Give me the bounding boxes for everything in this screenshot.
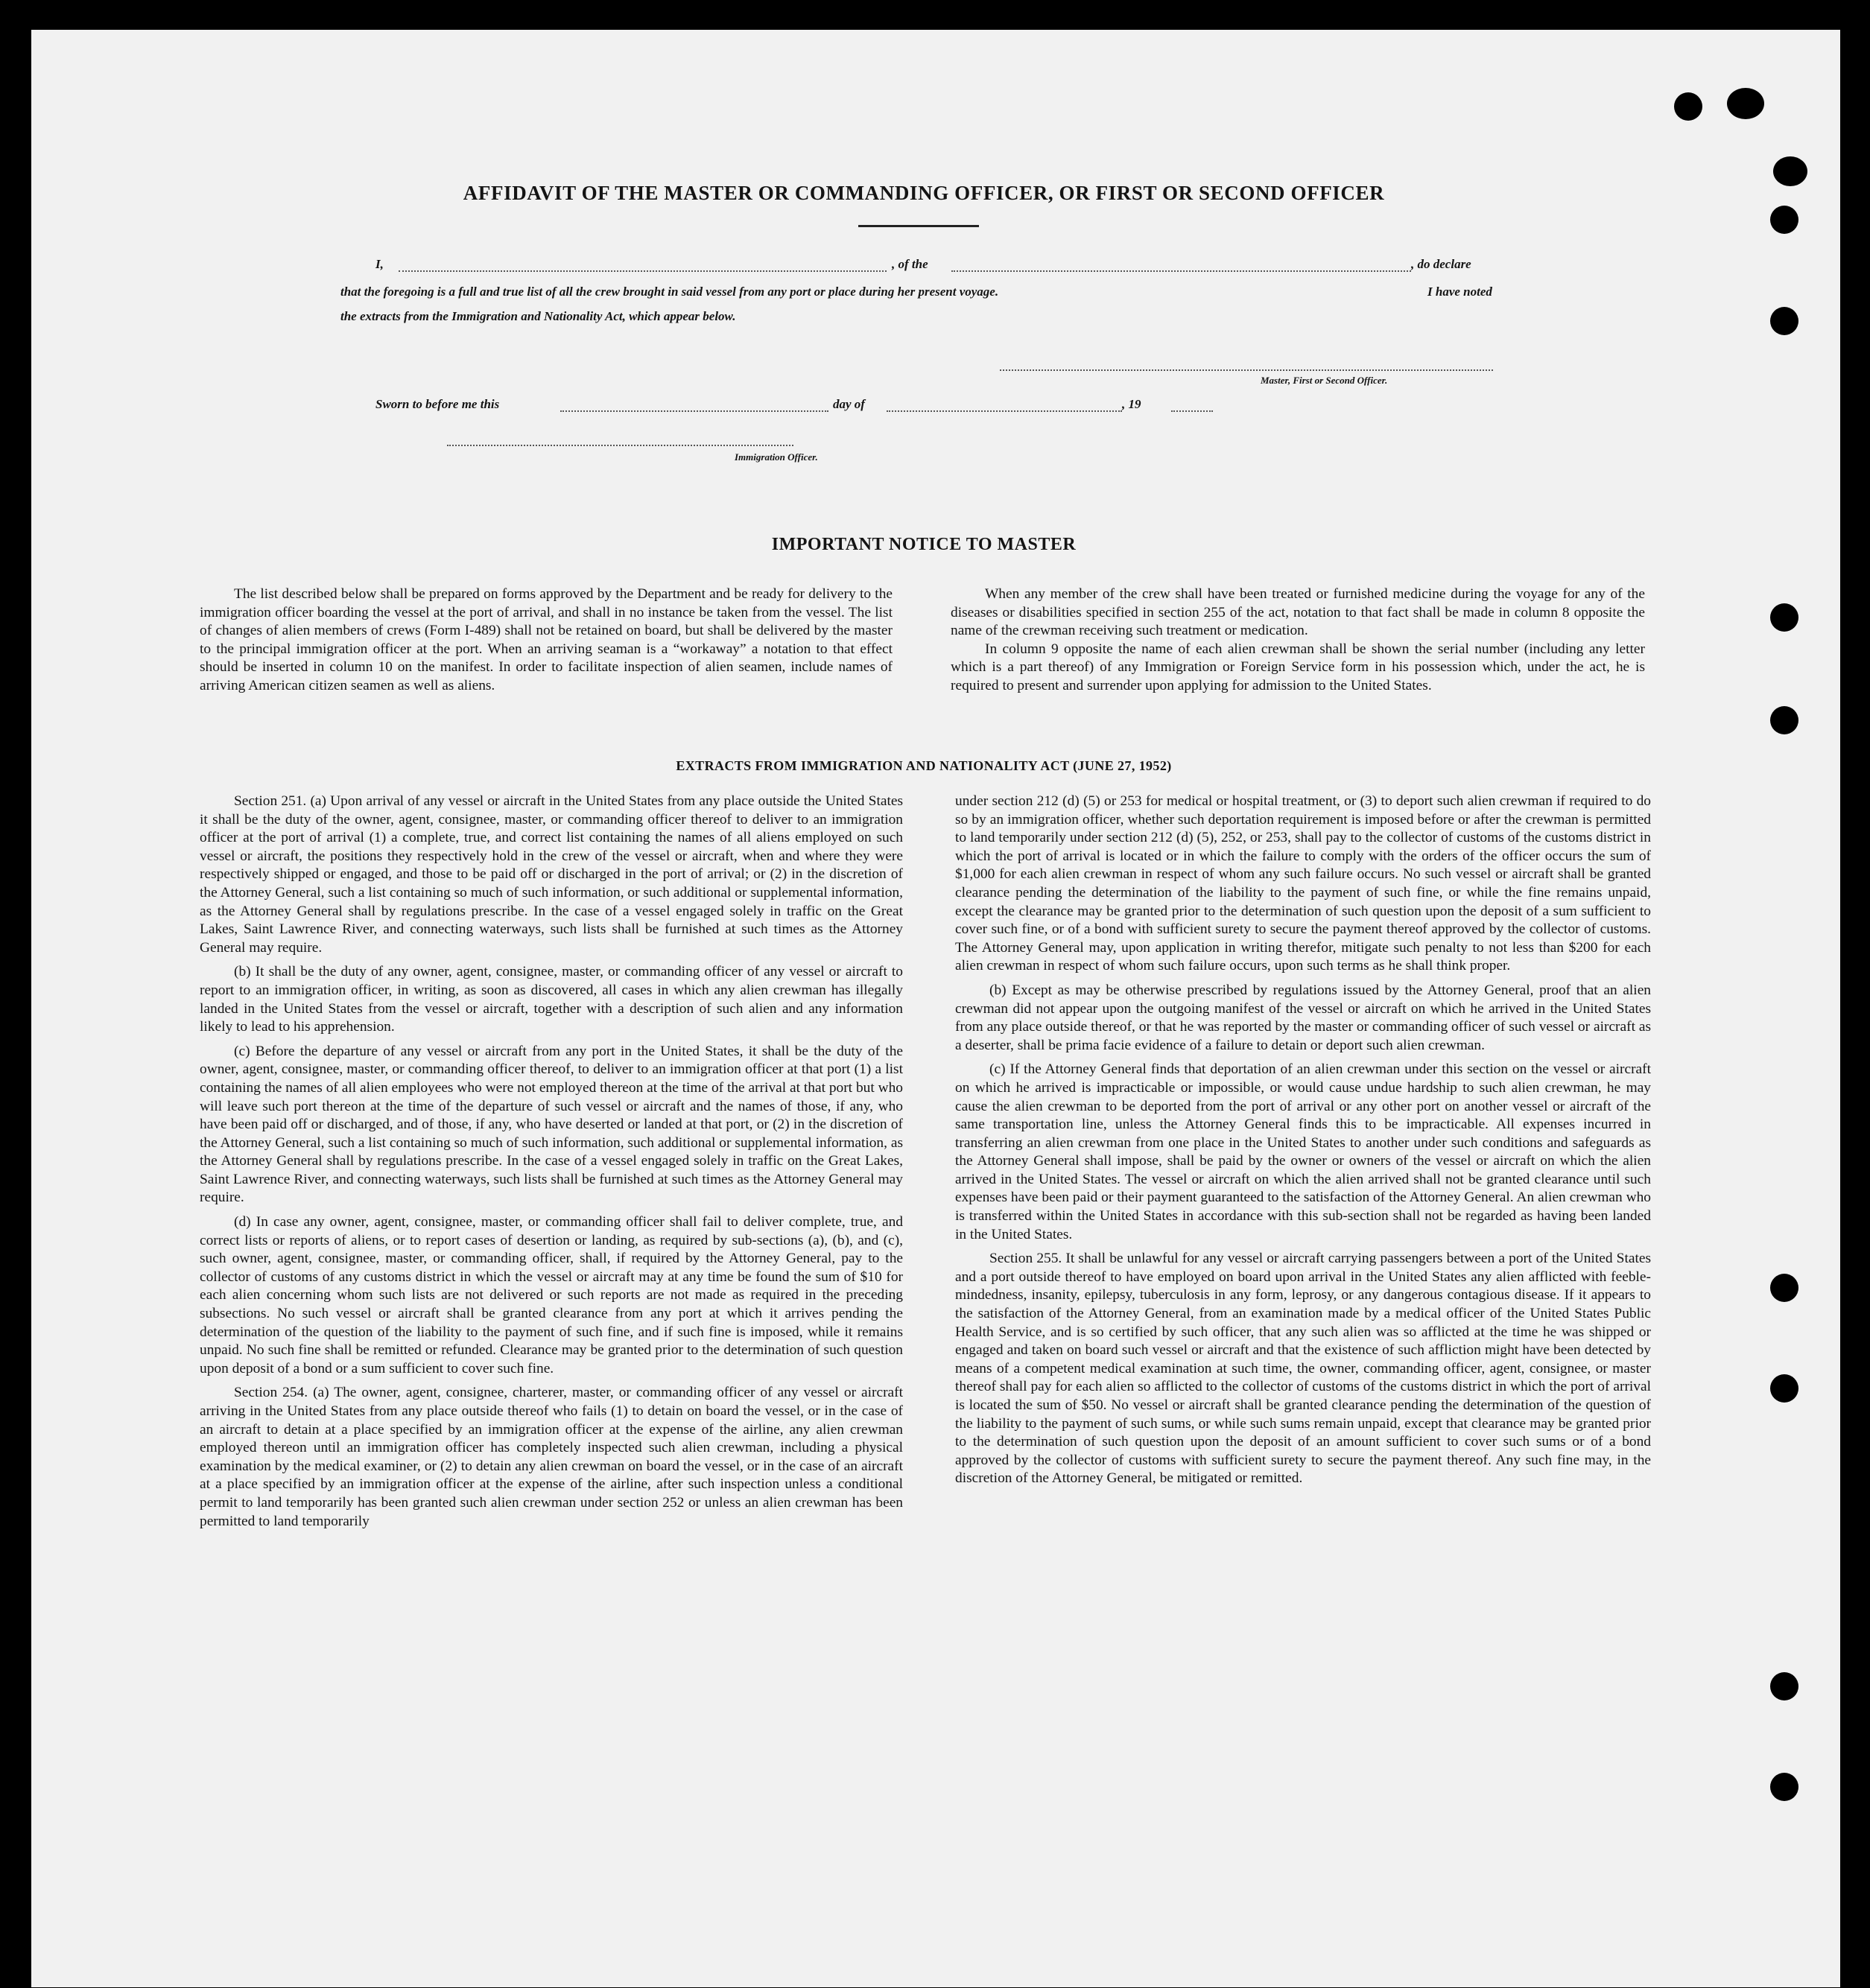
section-254-a-continued: under section 212 (d) (5) or 253 for medical or hospital treatment, or (3) to deport such alien crewman if required to do so by an immigration officer, whether such deportation requirement is imposed before or after the crewman is permitted to land temporarily under section 212 (d) (5), 252, or 253, shall pay to the collector of customs of the customs district in which the port of arrival is located or in which the failure to comply with the orders of the officer occurs the sum of $1,000 for each alien crewman in respect of whom any such failure occurs. No such vessel or aircraft shall be granted clearance pending the determination of the liability to the payment of such fine, or while the fine remains unpaid, except the clearance may be granted prior to the determination of such question upon the deposit of a sum sufficient to cover such fine, or of a bond with sufficient surety to secure the payment thereof approved by the collector of customs. The Attorney General may, upon application in writing therefor, mitigate such penalty to not less than $200 for each alien crewman in respect of whom such failure occurs, upon such terms as he shall think proper. bbox=[955, 793, 1651, 974]
notice-title: IMPORTANT NOTICE TO MASTER bbox=[771, 535, 1077, 554]
section-251-c: (c) Before the departure of any vessel or aircraft from any port in the United States, it shall be the duty of the owner, agent, consignee, master, or commanding officer thereof, to deliver to an immigration officer at that port (1) a list containing the names of all alien employees who were not employed thereon at the time of the arrival at that port but who will leave such port thereon at the time of the departure of such vessel or aircraft and the names of those, if any, who have been paid off or discharged, and of those, if any, who have deserted or landed at that port, or (2) in the discretion of the Attorney General, such a list containing so much of such information, such additional or supplemental information, as the Attorney General shall by regulations prescribe. In the case of a vessel engaged solely in traffic on the Great Lakes, Saint Lawrence River, and connecting waterways, such lists shall be furnished at such times as the Attorney General may require. bbox=[200, 1043, 903, 1206]
sworn-day-line bbox=[560, 410, 828, 412]
sworn-month-line bbox=[887, 410, 1122, 412]
notice-right-paragraph-1: When any member of the crew shall have been treated or furnished medicine during the voyage for any of the diseases or disabilities specified in section 255 of the act, notation to that fact shall be made in column 8 opposite the name of the crewman receiving such treatment or medication. bbox=[951, 586, 1645, 639]
title-divider bbox=[858, 225, 979, 227]
notice-left-paragraph: The list described below shall be prepared on forms approved by the Department and be ready for delivery to the immigration officer boarding the vessel at the port of arrival, and shall in no instance be taken from the vessel. The list of changes of alien members of crews (Form I-489) shall not be retained on board, but shall be delivered by the master to the principal immigration officer at the port. When an arriving seaman is a “workaway” a notation to that effect should be inserted in column 10 on the manifest. In order to facilitate inspection of alien seamen, include names of arriving American citizen seamen as well as aliens. bbox=[200, 586, 893, 693]
notice-left-column bbox=[200, 585, 893, 702]
immigration-officer-label: Immigration Officer. bbox=[735, 451, 818, 463]
extracts-right-column bbox=[955, 793, 1651, 1494]
name-line bbox=[399, 270, 887, 272]
section-254-b: (b) Except as may be otherwise prescribed by regulations issued by the Attorney General, proof that an alien crewman did not appear upon the outgoing manifest of the vessel or aircraft on which he arrived in the United States from any place outside thereof, or that he was reported by the master or commanding officer of such vessel or aircraft as a deserter, shall be prima facie evidence of a failure to detain or deport such alien crewman. bbox=[955, 982, 1651, 1053]
section-254-a: Section 254. (a) The owner, agent, consignee, charterer, master, or commanding officer of any vessel or aircraft arriving in the United States from any place outside thereof who fails (1) to detain on board the vessel, or in the case of an aircraft to detain at a place specified by an immigration officer at the expense of the airline, any alien crewman employed thereon until an immigration officer has completely inspected such alien crewman, including a physical examination by the medical examiner, or (2) to detain any alien crewman on board the vessel, or in the case of an aircraft at a place specified by an immigration officer at the expense of the airline, after such inspection unless a conditional permit to land temporarily has been granted such alien crewman under section 252 or unless an alien crewman has been permitted to land temporarily bbox=[200, 1385, 903, 1529]
notice-right-column bbox=[951, 585, 1645, 702]
section-251-a: Section 251. (a) Upon arrival of any vessel or aircraft in the United States from any place outside the United States it shall be the duty of the owner, agent, consignee, master, or commanding officer thereof to deliver to an immigration officer at the port of arrival (1) a complete, true, and correct list containing the names of all aliens employed on such vessel or aircraft, the positions they respectively hold in the crew of the vessel or aircraft, when and where they were respectively shipped or engaged, and those to be paid off or discharged in the port of arrival; or (2) in the discretion of the Attorney General, such a list containing so much of such information, or such additional or supplemental information, as the Attorney General shall by regulations prescribe. In the case of a vessel engaged solely in traffic on the Great Lakes, Saint Lawrence River, and connecting waterways, such lists shall be furnished at such times as the Attorney General may require. bbox=[200, 793, 903, 956]
officer-signature-line bbox=[447, 445, 793, 446]
section-255: Section 255. It shall be unlawful for any vessel or aircraft carrying passengers between a port of the United States and a port outside thereof to have employed on board upon arrival in the United States any alien afflicted with feeble-mindedness, insanity, epilepsy, tuberculosis in any form, leprosy, or any dangerous contagious disease. If it appears to the satisfaction of the Attorney General, from an examination made by a medical officer of the United States Public Health Service, and is so certified by such officer, that any such alien was so afflicted at the time he was shipped or engaged and taken on board such vessel or aircraft and that the existence of such affliction might have been detected by means of a competent medical examination at such time, the owner, commanding officer, agent, consignee, or master thereof shall pay for each alien so afflicted to the collector of customs of the customs district in which the port of arrival is located the sum of $50. No vessel or aircraft shall be granted clearance pending the determination of the question of the liability to the payment of such sums, or while such sums remain unpaid, except that clearance may be granted prior to the determination of such question upon the deposit of an amount sufficient to cover such sums or of a bond approved by the collector of customs with sufficient surety to secure the payment thereof. Any such fine may, in the discretion of the Attorney General, be mitigated or remitted. bbox=[955, 1251, 1651, 1487]
affidavit-title: AFFIDAVIT OF THE MASTER OR COMMANDING OFFICER, OR FIRST OR SECOND OFFICER bbox=[463, 182, 1385, 204]
sworn-year-line bbox=[1171, 410, 1213, 412]
section-251-b: (b) It shall be the duty of any owner, agent, consignee, master, or commanding officer of any vessel or aircraft to report to an immigration officer, in writing, as soon as discovered, all cases in which any alien crewman has illegally landed in the United States from the vessel or aircraft, together with a description of such alien and any information likely to lead to his apprehension. bbox=[200, 964, 903, 1035]
section-251-d: (d) In case any owner, agent, consignee, master, or commanding officer shall fail to deliver complete, true, and correct lists or reports of aliens, or to report cases of desertion or landing, as required by sub-sections (a), (b), and (c), such owner, agent, consignee, master, or commanding officer, shall, if required by the Attorney General, pay to the collector of customs of any customs district in which the vessel or aircraft may at any time be found the sum of $10 for each alien concerning whom such lists are not delivered or such reports are not made as required in the preceding subsections. No such vessel or aircraft shall be granted clearance from any port at which it arrives pending the determination of the question of the liability to the payment of such fine, and if such fine is imposed, while it remains unpaid. No such fine shall be remitted or refunded. Clearance may be granted prior to the determination of such question upon deposit of a bond or a sum sufficient to cover such fine. bbox=[200, 1214, 903, 1376]
sworn-prefix: Sworn to before me this bbox=[375, 397, 500, 411]
affidavit-extracts-note: the extracts from the Immigration and Nationality Act, which appear below. bbox=[340, 309, 736, 323]
extracts-left-column bbox=[200, 793, 903, 1537]
master-signature-line bbox=[1000, 369, 1493, 371]
master-label: Master, First or Second Officer. bbox=[1261, 375, 1388, 386]
affidavit-noted: I have noted bbox=[1427, 285, 1492, 299]
notice-right-paragraph-2: In column 9 opposite the name of each alien crewman shall be shown the serial number (including any letter which is a part thereof) of any Immigration or Foreign Service form in his possession which, under the act, he is required to present and surrender upon applying for admission to the United States. bbox=[951, 641, 1645, 693]
affidavit-i: I, bbox=[375, 257, 384, 271]
affidavit-statement: that the foregoing is a full and true list of all the crew brought in said vessel from any port or place during her present voyage. bbox=[340, 285, 999, 299]
extracts-title: EXTRACTS FROM IMMIGRATION AND NATIONALITY ACT (JUNE 27, 1952) bbox=[676, 758, 1172, 773]
affidavit-of-the: , of the bbox=[892, 257, 928, 271]
sworn-day-of: day of bbox=[833, 397, 865, 411]
affidavit-declare: , do declare bbox=[1411, 257, 1471, 271]
vessel-line bbox=[951, 270, 1411, 272]
section-254-c: (c) If the Attorney General finds that deportation of an alien crewman under this section on the vessel or aircraft on which he arrived is impracticable or impossible, or would cause undue hardship to such alien crewman, he may cause the alien crewman to be deported from the port of arrival or any other port on another vessel or aircraft of the same transportation line, unless the Attorney General finds this to be impracticable. All expenses incurred in transferring an alien crewman from one place in the United States to another under such conditions and safeguards as the Attorney General shall impose, shall be paid by the owner or owners of the vessel or aircraft on which the alien arrived in the United States. The vessel or aircraft on which the alien arrived shall not be granted clearance until such expenses have been paid or their payment guaranteed to the satisfaction of the Attorney General. An alien crewman who is transferred within the United States in accordance with this sub-section shall not be regarded as having been landed in the United States. bbox=[955, 1061, 1651, 1242]
sworn-year: , 19 bbox=[1122, 397, 1141, 411]
